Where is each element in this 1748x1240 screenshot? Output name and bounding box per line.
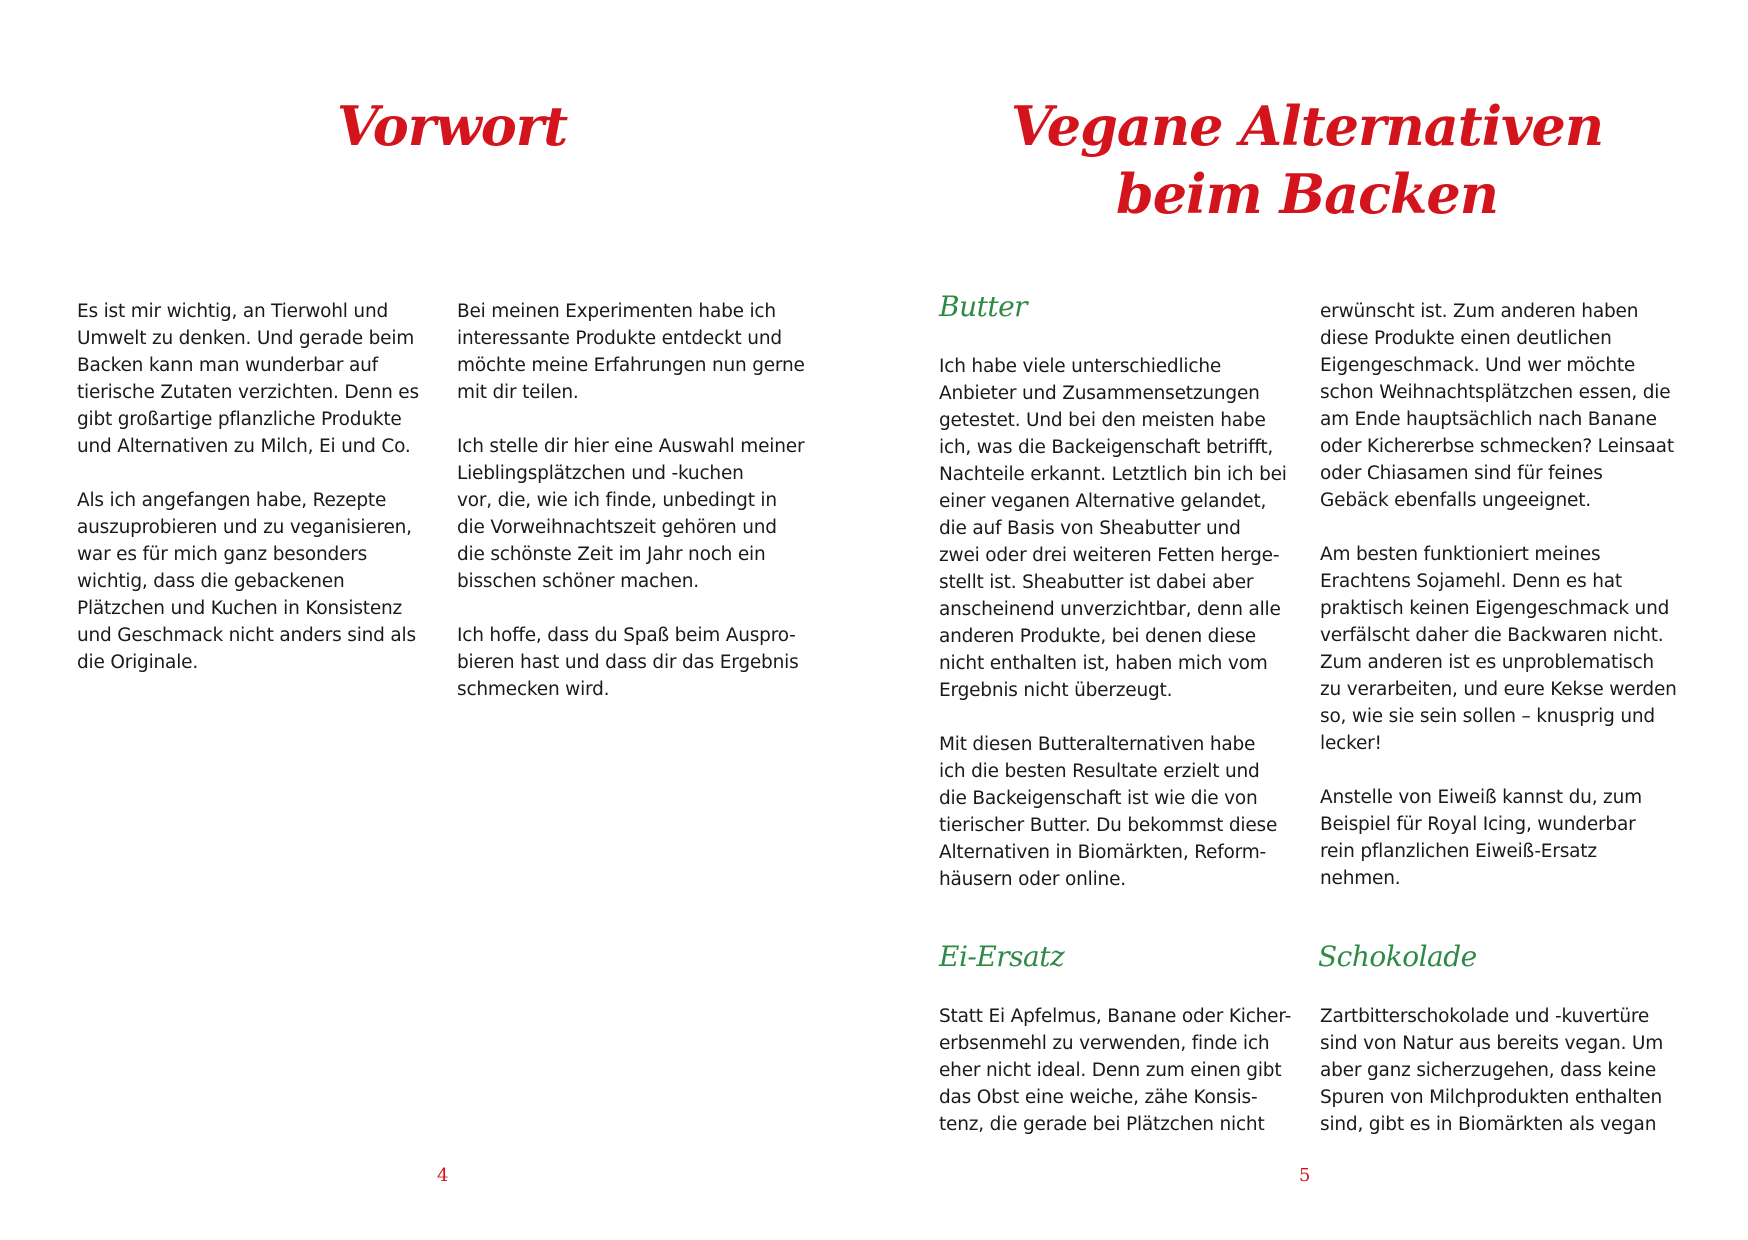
paragraph <box>457 298 817 406</box>
text-line: die Backeigenschaft ist wie die von <box>939 788 1258 809</box>
text-line: interessante Produkte entdeckt und <box>457 328 782 349</box>
text-line: Plätzchen und Kuchen in Konsistenz <box>77 598 403 619</box>
text-line: Am besten funktioniert meines <box>1320 544 1601 565</box>
text-line: zwei oder drei weiteren Fetten herge- <box>939 545 1280 566</box>
text-line: schon Weihnachtsplätzchen essen, die <box>1320 382 1671 403</box>
text-line: tenz, die gerade bei Plätzchen nicht <box>939 1114 1265 1135</box>
text-line: wichtig, dass die gebackenen <box>77 571 345 592</box>
text-line: tierischer Butter. Du bekommst diese <box>939 815 1278 836</box>
paragraph <box>457 433 817 595</box>
paragraph <box>1320 541 1680 757</box>
text-line: aber ganz sicherzugehen, dass keine <box>1320 1060 1657 1081</box>
text-line: Es ist mir wichtig, an Tierwohl und <box>77 301 389 322</box>
text-line: Beispiel für Royal Icing, wunderbar <box>1320 814 1636 835</box>
text-line: Eigengeschmack. Und wer möchte <box>1320 355 1636 376</box>
text-line: Anstelle von Eiweiß kannst du, zum <box>1320 787 1642 808</box>
paragraph <box>1320 784 1680 892</box>
text-line: anscheinend unverzichtbar, denn alle <box>939 599 1281 620</box>
text-line: bisschen schöner machen. <box>457 571 699 592</box>
text-line: zu verarbeiten, und eure Kekse werden <box>1320 679 1677 700</box>
text-line: mit dir teilen. <box>457 382 579 403</box>
text-line: Lieblingsplätzchen und -kuchen <box>457 463 744 484</box>
paragraph <box>457 622 817 703</box>
text-line: Umwelt zu denken. Und gerade beim <box>77 328 415 349</box>
text-line: Ich stelle dir hier eine Auswahl meiner <box>457 436 805 457</box>
text-line: gibt großartige pflanzliche Produkte <box>77 409 402 430</box>
right-column-2-text <box>1320 298 1680 892</box>
paragraph <box>939 353 1299 704</box>
text-line: die schönste Zeit im Jahr noch ein <box>457 544 766 565</box>
text-line: eher nicht ideal. Denn zum einen gibt <box>939 1060 1282 1081</box>
text-line: Ich habe viele unterschiedliche <box>939 356 1222 377</box>
text-line: sind von Natur aus bereits vegan. Um <box>1320 1033 1664 1054</box>
text-line: einer veganen Alternative gelandet, <box>939 491 1267 512</box>
text-line: vor, die, wie ich finde, unbedingt in <box>457 490 777 511</box>
text-line: Erachtens Sojamehl. Denn es hat <box>1320 571 1622 592</box>
text-line: auszuprobieren und zu veganisieren, <box>77 517 412 538</box>
heading-ei-ersatz: Ei-Ersatz <box>939 940 1065 973</box>
paragraph <box>1320 298 1680 514</box>
text-line: lecker! <box>1320 733 1382 754</box>
text-line: sind, gibt es in Biomärkten als vegan <box>1320 1114 1657 1135</box>
page-title-vorwort: Vorwort <box>336 94 568 158</box>
paragraph <box>939 731 1299 893</box>
butter-text <box>939 353 1299 893</box>
text-line: ich, was die Backeigenschaft betrifft, <box>939 437 1274 458</box>
text-line: erwünscht ist. Zum anderen haben <box>1320 301 1639 322</box>
paragraph <box>939 1003 1299 1138</box>
text-line: bieren hast und dass dir das Ergebnis <box>457 652 799 673</box>
text-line: die auf Basis von Sheabutter und <box>939 518 1241 539</box>
text-line: Statt Ei Apfelmus, Banane oder Kicher- <box>939 1006 1292 1027</box>
text-line: Nachteile erkannt. Letztlich bin ich bei <box>939 464 1287 485</box>
paragraph <box>77 487 437 676</box>
text-line: war es für mich ganz besonders <box>77 544 368 565</box>
text-line: häusern oder online. <box>939 869 1126 890</box>
title-line-2: beim Backen <box>1115 162 1499 226</box>
text-line: Spuren von Milchprodukten enthalten <box>1320 1087 1663 1108</box>
text-line: oder Kichererbse schmecken? Leinsaat <box>1320 436 1674 457</box>
text-line: getestet. Und bei den meisten habe <box>939 410 1266 431</box>
text-line: das Obst eine weiche, zähe Konsis- <box>939 1087 1258 1108</box>
text-line: erbsenmehl zu verwenden, finde ich <box>939 1033 1270 1054</box>
text-line: anderen Produkte, bei denen diese <box>939 626 1256 647</box>
text-line: schmecken wird. <box>457 679 610 700</box>
paragraph <box>1320 1003 1680 1138</box>
left-column-2 <box>457 298 817 703</box>
text-line: stellt ist. Sheabutter ist dabei aber <box>939 572 1254 593</box>
text-line: Als ich angefangen habe, Rezepte <box>77 490 387 511</box>
text-line: Zartbitterschokolade und -kuvertüre <box>1320 1006 1650 1027</box>
text-line: Anbieter und Zusammensetzungen <box>939 383 1260 404</box>
page-number-right: 5 <box>1299 1165 1311 1186</box>
text-line: Zum anderen ist es unproblematisch <box>1320 652 1654 673</box>
text-line: Ich hoffe, dass du Spaß beim Auspro- <box>457 625 796 646</box>
page-title-vegane-alternativen <box>957 92 1657 228</box>
text-line: Gebäck ebenfalls ungeeignet. <box>1320 490 1591 511</box>
text-line: Alternativen in Biomärkten, Reform- <box>939 842 1267 863</box>
text-line: und Alternativen zu Milch, Ei und Co. <box>77 436 411 457</box>
text-line: Mit diesen Butteralternativen habe <box>939 734 1256 755</box>
ei-ersatz-text <box>939 1003 1299 1138</box>
text-line: nehmen. <box>1320 868 1401 889</box>
text-line: tierische Zutaten verzichten. Denn es <box>77 382 419 403</box>
text-line: möchte meine Erfahrungen nun gerne <box>457 355 805 376</box>
paragraph <box>77 298 437 460</box>
text-line: praktisch keinen Eigengeschmack und <box>1320 598 1670 619</box>
left-column-1 <box>77 298 437 676</box>
heading-butter: Butter <box>939 290 1028 323</box>
page-number-left: 4 <box>437 1165 449 1186</box>
text-line: nicht enthalten ist, haben mich vom <box>939 653 1268 674</box>
text-line: Backen kann man wunderbar auf <box>77 355 378 376</box>
text-line: die Originale. <box>77 652 199 673</box>
text-line: Bei meinen Experimenten habe ich <box>457 301 776 322</box>
text-line: die Vorweihnachtszeit gehören und <box>457 517 777 538</box>
text-line: oder Chiasamen sind für feines <box>1320 463 1603 484</box>
text-line: diese Produkte einen deutlichen <box>1320 328 1612 349</box>
text-line: ich die besten Resultate erzielt und <box>939 761 1260 782</box>
text-line: verfälscht daher die Backwaren nicht. <box>1320 625 1664 646</box>
text-line: so, wie sie sein sollen – knusprig und <box>1320 706 1655 727</box>
text-line: am Ende hauptsächlich nach Banane <box>1320 409 1657 430</box>
text-line: und Geschmack nicht anders sind als <box>77 625 416 646</box>
title-line-1: Vegane Alternativen <box>1010 94 1604 158</box>
text-line: rein pflanzlichen Eiweiß-Ersatz <box>1320 841 1597 862</box>
heading-schokolade: Schokolade <box>1318 940 1477 973</box>
text-line: Ergebnis nicht überzeugt. <box>939 680 1173 701</box>
schokolade-text <box>1320 1003 1680 1138</box>
